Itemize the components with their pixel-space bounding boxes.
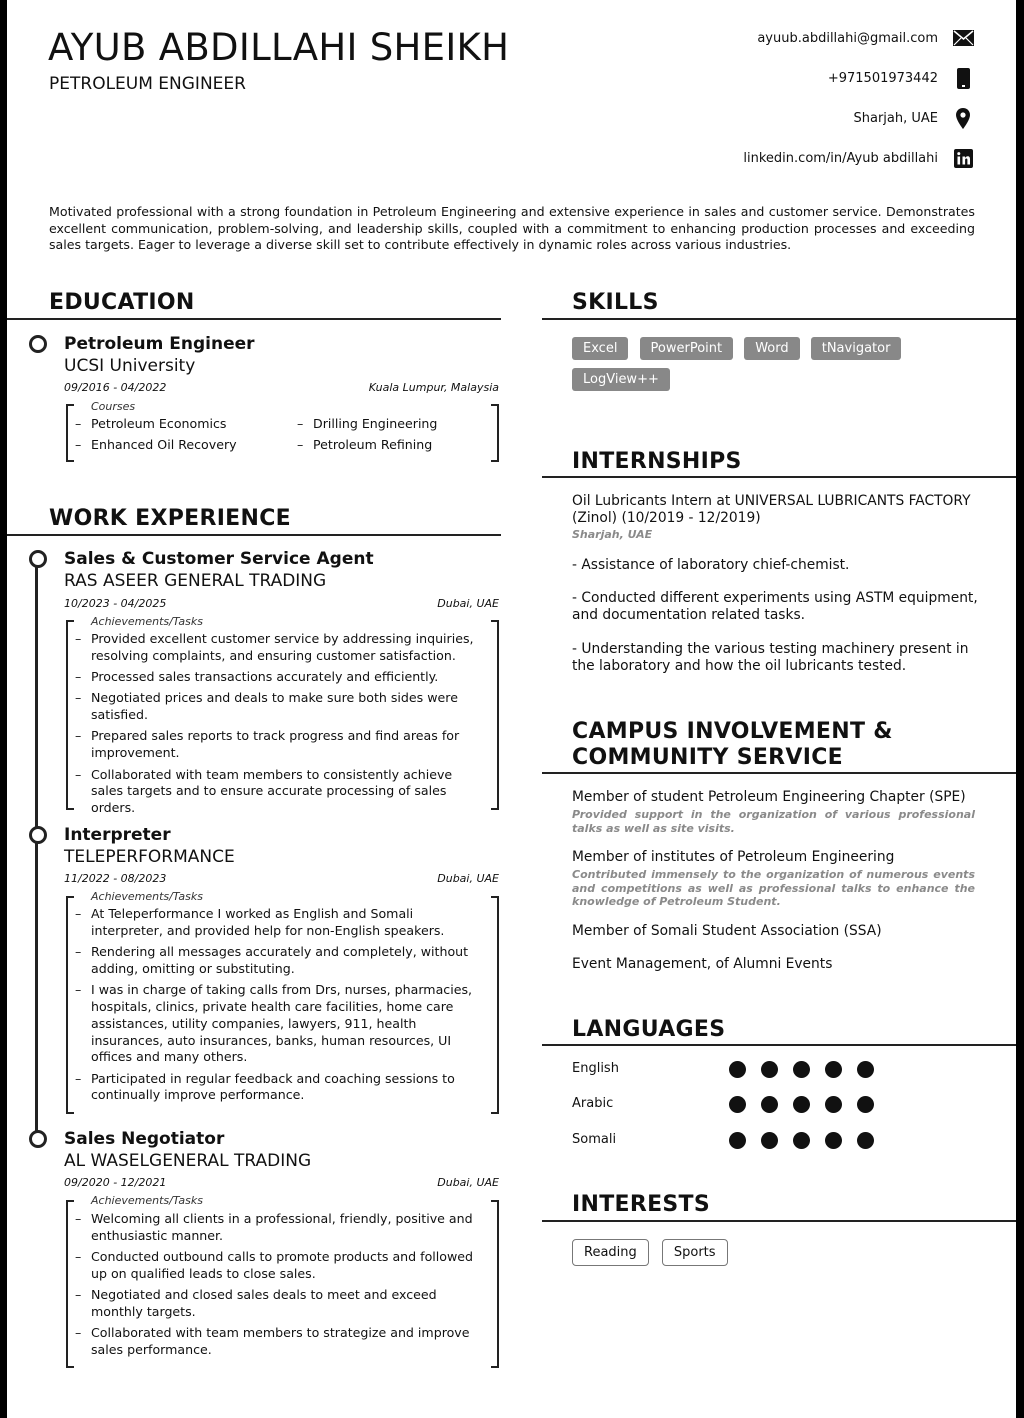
task-item: – Negotiated prices and deals to make sure both sides were satisfied. xyxy=(75,690,485,724)
education-dates: 09/2016 - 04/2022 xyxy=(64,381,167,394)
linkedin-icon xyxy=(952,147,974,169)
proficiency-dot xyxy=(825,1061,842,1078)
course-item: – Drilling Engineering xyxy=(297,416,487,433)
campus-item-title: Member of Somali Student Association (SSA) xyxy=(572,923,882,939)
job-company: RAS ASEER GENERAL TRADING xyxy=(64,571,327,591)
bracket-left xyxy=(66,404,74,462)
job-tasks xyxy=(75,906,485,1109)
campus-item-title: Member of institutes of Petroleum Engineering xyxy=(572,849,895,865)
skill-tag: Word xyxy=(744,337,799,360)
bracket-right xyxy=(491,620,499,810)
job-location: Dubai, UAE xyxy=(437,1176,499,1189)
bracket-right xyxy=(491,896,499,1114)
proficiency-dot xyxy=(793,1061,810,1078)
internship-title: Oil Lubricants Intern at UNIVERSAL LUBRICANTS FACTORY (Zinol) (10/2019 - 12/2019) xyxy=(572,493,971,526)
contact-phone[interactable]: +971501973442 xyxy=(554,68,974,88)
task-item: – Rendering all messages accurately and completely, without adding, omitting or substituting. xyxy=(75,944,485,978)
candidate-title: PETROLEUM ENGINEER xyxy=(49,74,246,94)
job-title: Interpreter xyxy=(64,825,171,845)
languages-heading: LANGUAGES xyxy=(572,1017,726,1042)
campus-item-desc: Provided support in the organization of various professional talks as well as site visits. xyxy=(572,808,975,835)
task-item: – Processed sales transactions accurately and efficiently. xyxy=(75,669,485,686)
campus-heading: CAMPUS INVOLVEMENT & COMMUNITY SERVICE xyxy=(572,719,893,770)
courses-label: Courses xyxy=(91,400,136,413)
job-tasks xyxy=(75,1211,485,1363)
contact-email[interactable]: ayuub.abdillahi@gmail.com xyxy=(554,28,974,48)
job-company: TELEPERFORMANCE xyxy=(64,847,235,867)
task-item: – I was in charge of taking calls from Drs, nurses, pharmacies, hospitals, clinics, private health care facilities, home care assistances, utility companies, lawyers, 911, health insurances, auto insurances, banks, human resources, UI offices and many others. xyxy=(75,982,485,1066)
work-heading: WORK EXPERIENCE xyxy=(49,506,291,531)
language-name: English xyxy=(572,1061,619,1076)
skills-heading: SKILLS xyxy=(572,290,659,315)
job-dates: 09/2020 - 12/2021 xyxy=(64,1176,167,1189)
proficiency-dot xyxy=(793,1132,810,1149)
interests-heading: INTERESTS xyxy=(572,1192,710,1217)
internship-point: - Conducted different experiments using ASTM equipment, and documentation related tasks. xyxy=(572,590,978,623)
task-item: – At Teleperformance I worked as English and Somali interpreter, and provided help for non-English speakers. xyxy=(75,906,485,940)
proficiency-dot xyxy=(761,1061,778,1078)
course-item: – Enhanced Oil Recovery xyxy=(75,437,275,454)
skills-divider xyxy=(542,318,1016,320)
courses-list-col1 xyxy=(75,416,275,459)
proficiency-dot xyxy=(825,1132,842,1149)
proficiency-dot xyxy=(857,1132,874,1149)
proficiency-dot xyxy=(793,1096,810,1113)
education-heading: EDUCATION xyxy=(49,290,195,315)
task-item: – Welcoming all clients in a professional, friendly, positive and enthusiastic manner. xyxy=(75,1211,485,1245)
timeline-node xyxy=(29,335,47,353)
proficiency-dot xyxy=(729,1061,746,1078)
proficiency-dot xyxy=(857,1096,874,1113)
timeline-node xyxy=(29,826,47,844)
task-item: – Conducted outbound calls to promote products and followed up on qualified leads to close sales. xyxy=(75,1249,485,1283)
interests-list xyxy=(572,1239,736,1266)
course-item: – Petroleum Economics xyxy=(75,416,275,433)
candidate-name: AYUB ABDILLAHI SHEIKH xyxy=(48,26,510,69)
job-title: Sales & Customer Service Agent xyxy=(64,549,374,569)
task-item: – Provided excellent customer service by addressing inquiries, resolving complaints, and ensuring customer satisfaction. xyxy=(75,631,485,665)
campus-divider xyxy=(542,772,1016,774)
language-rating xyxy=(729,1132,889,1153)
task-item: – Negotiated and closed sales deals to meet and exceed monthly targets. xyxy=(75,1287,485,1321)
job-title: Sales Negotiator xyxy=(64,1129,225,1149)
phone-icon xyxy=(952,67,974,89)
language-name: Arabic xyxy=(572,1096,614,1111)
profile-summary: Motivated professional with a strong foundation in Petroleum Engineering and extensive experience in sales and customer service. Demonstrates excellent communication, problem-solving, and leadership skills, coupled with a commitment to enhancing production processes and exceeding sales targets. Eager to leverage a diverse skill set to contribute effectively in dynamic roles across various industries. xyxy=(49,204,975,253)
language-rating xyxy=(729,1096,889,1117)
tasks-label: Achievements/Tasks xyxy=(91,615,203,628)
job-dates: 10/2023 - 04/2025 xyxy=(64,597,167,610)
interest-tag: Sports xyxy=(662,1239,728,1266)
task-item: – Collaborated with team members to strategize and improve sales performance. xyxy=(75,1325,485,1359)
tasks-label: Achievements/Tasks xyxy=(91,1194,203,1207)
skill-tag: Excel xyxy=(572,337,628,360)
job-dates: 11/2022 - 08/2023 xyxy=(64,872,167,885)
resume-page xyxy=(7,0,1016,1418)
proficiency-dot xyxy=(761,1132,778,1149)
bracket-right xyxy=(491,404,499,462)
skill-tag: LogView++ xyxy=(572,368,670,391)
bracket-left xyxy=(66,1200,74,1368)
proficiency-dot xyxy=(857,1061,874,1078)
skill-tag: PowerPoint xyxy=(640,337,734,360)
task-item: – Participated in regular feedback and coaching sessions to continually improve performance. xyxy=(75,1071,485,1105)
language-rating xyxy=(729,1061,889,1082)
location-pin-icon xyxy=(952,107,974,129)
proficiency-dot xyxy=(729,1096,746,1113)
envelope-icon xyxy=(952,27,974,49)
education-location: Kuala Lumpur, Malaysia xyxy=(368,381,499,394)
internship-point: - Assistance of laboratory chief-chemist. xyxy=(572,557,850,573)
contact-location: Sharjah, UAE xyxy=(554,108,974,128)
timeline-line xyxy=(35,556,38,1138)
bracket-left xyxy=(66,620,74,810)
campus-item-title: Event Management, of Alumni Events xyxy=(572,956,833,972)
skill-tag: tNavigator xyxy=(811,337,902,360)
bracket-left xyxy=(66,896,74,1114)
education-school: UCSI University xyxy=(64,356,196,376)
timeline-node xyxy=(29,550,47,568)
task-item: – Collaborated with team members to consistently achieve sales targets and to ensure accurate processing of sales orders. xyxy=(75,767,485,817)
courses-list-col2 xyxy=(297,416,487,459)
task-item: – Prepared sales reports to track progress and find areas for improvement. xyxy=(75,728,485,762)
course-item: – Petroleum Refining xyxy=(297,437,487,454)
internship-location: Sharjah, UAE xyxy=(572,528,653,541)
internships-heading: INTERNSHIPS xyxy=(572,449,742,474)
tasks-label: Achievements/Tasks xyxy=(91,890,203,903)
interest-tag: Reading xyxy=(572,1239,649,1266)
education-degree: Petroleum Engineer xyxy=(64,334,255,354)
bracket-right xyxy=(491,1200,499,1368)
internship-point: - Understanding the various testing machinery present in the laboratory and how the oil lubricants tested. xyxy=(572,641,969,674)
job-tasks xyxy=(75,631,485,821)
proficiency-dot xyxy=(729,1132,746,1149)
skills-list xyxy=(572,337,962,399)
education-divider xyxy=(7,318,501,320)
work-divider xyxy=(7,534,501,536)
proficiency-dot xyxy=(825,1096,842,1113)
campus-item-title: Member of student Petroleum Engineering Chapter (SPE) xyxy=(572,789,966,805)
job-company: AL WASELGENERAL TRADING xyxy=(64,1151,312,1171)
proficiency-dot xyxy=(761,1096,778,1113)
language-name: Somali xyxy=(572,1132,617,1147)
campus-item-desc: Contributed immensely to the organization of numerous events and competitions as well as professional talks to enhance the knowledge of Petroleum Student. xyxy=(572,868,975,908)
job-location: Dubai, UAE xyxy=(437,597,499,610)
job-location: Dubai, UAE xyxy=(437,872,499,885)
interests-divider xyxy=(542,1220,1016,1222)
timeline-node xyxy=(29,1130,47,1148)
languages-divider xyxy=(542,1044,1016,1046)
internships-divider xyxy=(542,476,1016,478)
contact-linkedin[interactable]: linkedin.com/in/Ayub abdillahi xyxy=(554,148,974,168)
